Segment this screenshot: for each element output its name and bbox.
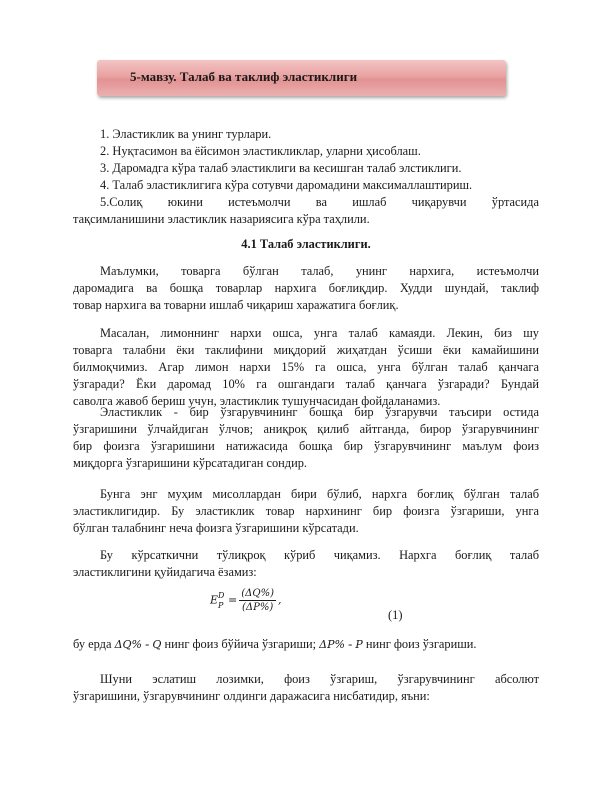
topic-title: 5-мавзу. Талаб ва таклиф эластиклиги xyxy=(130,69,358,84)
formula-equals: = xyxy=(228,593,238,607)
plan-item-2: 2. Нуқтасимон ва ёйсимон эластикликлар, уларни ҳисоблаш. xyxy=(100,144,421,158)
paragraph-line: миқдорга ўзгаришини кўрсатадиган сондир. xyxy=(73,456,308,470)
plan-item-5: 5.Солиқ юкини истеъмолчи ва ишлаб чиқарувчи ўртасида xyxy=(100,195,539,209)
explanation-dash: - xyxy=(141,637,153,651)
paragraph-line: ўзгаришини, ўзгарувчининг олдинги даражасига нисбатидир, яъни: xyxy=(73,689,430,703)
topic-plan-list xyxy=(73,126,539,228)
title-banner xyxy=(97,60,506,96)
explanation-dash: - xyxy=(344,637,356,651)
plan-item-5-continuation: тақсимланишини эластиклик назариясига кўра таҳлили. xyxy=(73,212,370,226)
explanation-lead: бу ерда xyxy=(73,637,115,651)
paragraph-line: саволга жавоб бериш учун, эластиклик тушунчасидан фойдаланамиз. xyxy=(73,394,441,408)
paragraph-line: ўзгаради? Ёки даромад 10% га ошгандаги талаб қанчага ўзгаради? Бундай xyxy=(73,377,539,391)
formula-fraction xyxy=(239,588,276,613)
formula-denominator: (ΔP%) xyxy=(241,602,274,613)
paragraph-line: Бунга энг муҳим мисоллардан бири бўлиб, нархга боғлиқ бўлган талаб xyxy=(100,487,539,501)
explanation-mid: нинг фоиз бўйича ўзгариши; xyxy=(161,637,320,651)
paragraph-line: Масалан, лимоннинг нархи ошса, унга талаб камаяди. Лекин, биз шу xyxy=(100,326,539,340)
elasticity-formula xyxy=(210,588,281,613)
paragraph-line: Эластиклик - бир ўзгарувчининг бошқа бир ўзгарувчи таъсири остида xyxy=(100,405,539,419)
paragraph-line: билмоқчимиз. Агар лимон нархи 15% га ошса, унга бўлган талаб қанчага xyxy=(73,360,539,374)
paragraph-4 xyxy=(73,486,539,537)
explanation-tail: нинг фоиз ўзгариши. xyxy=(362,637,477,651)
plan-item-3: 3. Даромадга кўра талаб эластиклиги ва кесишган талаб элстиклиги. xyxy=(100,161,462,175)
paragraph-1 xyxy=(73,263,539,314)
paragraph-2 xyxy=(73,325,539,410)
paragraph-line: Бу кўрсаткични тўлиқроқ кўриб чиқамиз. Нархга боғлиқ талаб xyxy=(100,548,539,562)
paragraph-line: товарга талабни ёки таклифини миқдорий жиҳатдан ўсиши ёки камайишини xyxy=(73,343,539,357)
paragraph-3 xyxy=(73,404,539,472)
formula-subscript: P xyxy=(218,600,224,610)
paragraph-line: бўлган талабнинг неча фоизга ўзгаришини кўрсатади. xyxy=(73,521,359,535)
section-heading: 4.1 Талаб эластиклиги. xyxy=(241,237,371,251)
delta-q-symbol: ΔQ% xyxy=(114,638,142,651)
paragraph-line: товар нархига ва товарни ишлаб чиқариш харажатига боғлиқ. xyxy=(73,298,399,312)
paragraph-5 xyxy=(73,547,539,581)
formula-indices xyxy=(218,592,228,610)
delta-p-symbol: ΔP% xyxy=(319,638,345,651)
paragraph-line: эластиклигидир. Бу эластиклик товар нархининг бир фоизга ўзгариши, унга xyxy=(73,504,539,518)
paragraph-line: даромадига ва бошқа товарлар нархига боғлиқдир. Худди шундай, таклиф xyxy=(73,281,539,295)
paragraph-line: ўзгаришини ўлчайдиган ўлчов; аниқроқ қилиб айтганда, бирор ўзгарувчининг xyxy=(73,422,539,436)
paragraph-6 xyxy=(73,671,539,705)
equation-number: (1) xyxy=(388,608,403,622)
paragraph-line: Шуни эслатиш лозимки, фоиз ўзгариш, ўзгарувчининг абсолют xyxy=(100,672,539,686)
q-symbol: Q xyxy=(152,638,162,651)
paragraph-line: бир фоизга ўзгаришини натижасида бошқа бир ўзгарувчининг маълум фоиз xyxy=(73,439,539,453)
paragraph-line: эластиклигини қуйидагича ёзамиз: xyxy=(73,565,257,579)
formula-comma: , xyxy=(277,593,282,607)
plan-item-1: 1. Эластиклик ва унинг турлари. xyxy=(100,127,272,141)
formula-superscript: D xyxy=(218,590,225,600)
paragraph-line: Маълумки, товарга бўлган талаб, унинг нархига, истеъмолчи xyxy=(100,264,539,278)
p-symbol: P xyxy=(355,638,363,651)
formula-explanation xyxy=(73,637,477,652)
formula-numerator: (ΔQ%) xyxy=(241,588,274,599)
formula-symbol: E xyxy=(210,593,219,607)
plan-item-4: 4. Талаб эластиклигига кўра сотувчи даромадини максималлаштириш. xyxy=(100,178,473,192)
